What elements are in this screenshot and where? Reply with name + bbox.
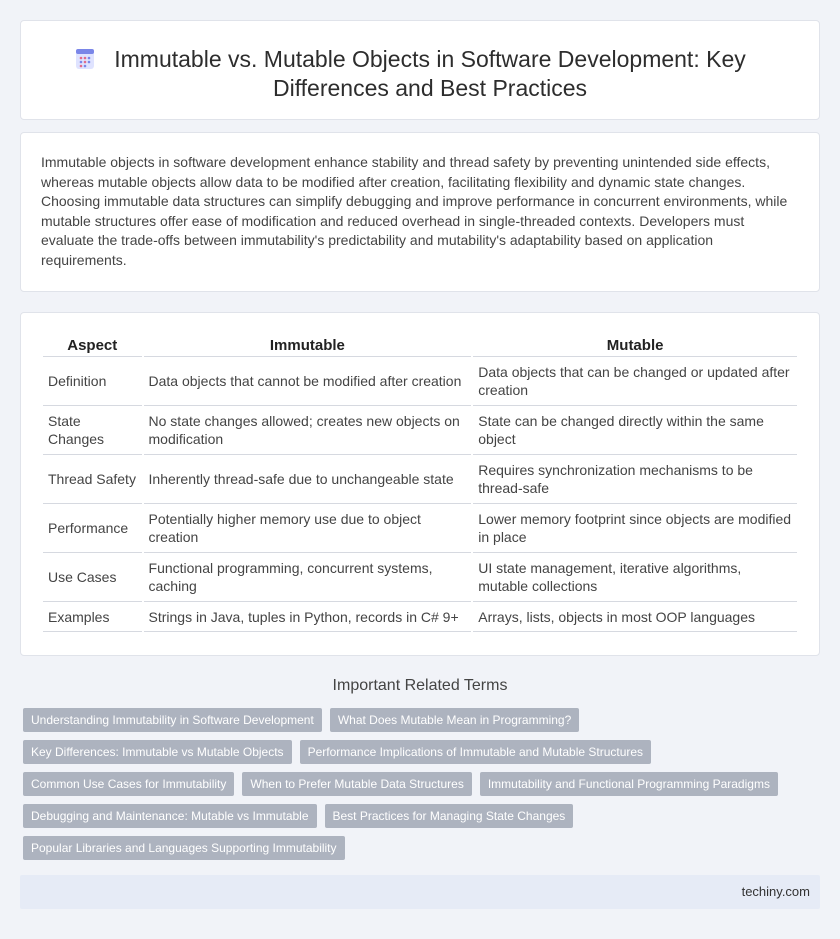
table-cell: Data objects that can be changed or updated after creation	[473, 357, 797, 406]
table-cell: State Changes	[43, 406, 142, 455]
page-title: Immutable vs. Mutable Objects in Software Development: Key Differences and Best Practices	[114, 46, 746, 101]
tag-row	[23, 740, 803, 764]
table-cell: Data objects that cannot be modified after creation	[144, 357, 472, 406]
tag-row	[23, 708, 803, 732]
table-cell: Potentially higher memory use due to object creation	[144, 504, 472, 553]
related-term-tag[interactable]: Key Differences: Immutable vs Mutable Objects	[23, 740, 292, 764]
table-cell: Requires synchronization mechanisms to be thread-safe	[473, 455, 797, 504]
table-row	[43, 406, 797, 455]
header-mutable: Mutable	[473, 335, 797, 357]
table-cell: Arrays, lists, objects in most OOP languages	[473, 602, 797, 632]
intro-card	[20, 132, 820, 292]
table-row	[43, 602, 797, 632]
related-term-tag[interactable]: Popular Libraries and Languages Supporting Immutability	[23, 836, 345, 860]
table-row	[43, 553, 797, 602]
header-immutable: Immutable	[144, 335, 472, 357]
related-term-tag[interactable]: Best Practices for Managing State Changes	[325, 804, 574, 828]
tag-row	[23, 804, 803, 828]
header-aspect: Aspect	[43, 335, 142, 357]
intro-paragraph: Immutable objects in software development enhance stability and thread safety by preventing unintended side effects, whereas mutable objects allow data to be modified after creation, facilitating flexibility and dynamic state changes. Choosing immutable data structures can simplify debugging and improve performance in concurrent environments, while mutable structures offer ease of modification and reduced overhead in single-threaded contexts. Developers must evaluate the trade-offs between immutability's predictability and mutability's adaptability based on application requirements.	[41, 154, 788, 268]
related-terms-list	[23, 708, 803, 868]
footer	[20, 875, 820, 909]
table-cell: Lower memory footprint since objects are modified in place	[473, 504, 797, 553]
footer-site-link[interactable]: techiny.com	[741, 884, 810, 899]
table-row	[43, 455, 797, 504]
table-cell: Performance	[43, 504, 142, 553]
comparison-table	[41, 335, 799, 632]
table-cell: Definition	[43, 357, 142, 406]
related-term-tag[interactable]: When to Prefer Mutable Data Structures	[242, 772, 471, 796]
table-cell: No state changes allowed; creates new objects on modification	[144, 406, 472, 455]
table-cell: Functional programming, concurrent systems, caching	[144, 553, 472, 602]
related-term-tag[interactable]: Common Use Cases for Immutability	[23, 772, 234, 796]
table-cell: Examples	[43, 602, 142, 632]
table-cell: Strings in Java, tuples in Python, records in C# 9+	[144, 602, 472, 632]
table-row	[43, 504, 797, 553]
table-cell: Inherently thread-safe due to unchangeable state	[144, 455, 472, 504]
table-cell: UI state management, iterative algorithms, mutable collections	[473, 553, 797, 602]
table-header-row	[43, 335, 797, 357]
related-terms-title: Important Related Terms	[332, 677, 508, 694]
table-cell: State can be changed directly within the same object	[473, 406, 797, 455]
table-cell: Use Cases	[43, 553, 142, 602]
table-cell: Thread Safety	[43, 455, 142, 504]
related-term-tag[interactable]: Immutability and Functional Programming Paradigms	[480, 772, 778, 796]
header-card	[20, 20, 820, 120]
tag-row	[23, 772, 803, 796]
related-term-tag[interactable]: Performance Implications of Immutable and Mutable Structures	[300, 740, 651, 764]
comparison-table-card	[20, 312, 820, 656]
table-row	[43, 357, 797, 406]
related-term-tag[interactable]: Understanding Immutability in Software Development	[23, 708, 322, 732]
related-term-tag[interactable]: What Does Mutable Mean in Programming?	[330, 708, 579, 732]
tag-row	[23, 836, 803, 860]
related-term-tag[interactable]: Debugging and Maintenance: Mutable vs Immutable	[23, 804, 317, 828]
